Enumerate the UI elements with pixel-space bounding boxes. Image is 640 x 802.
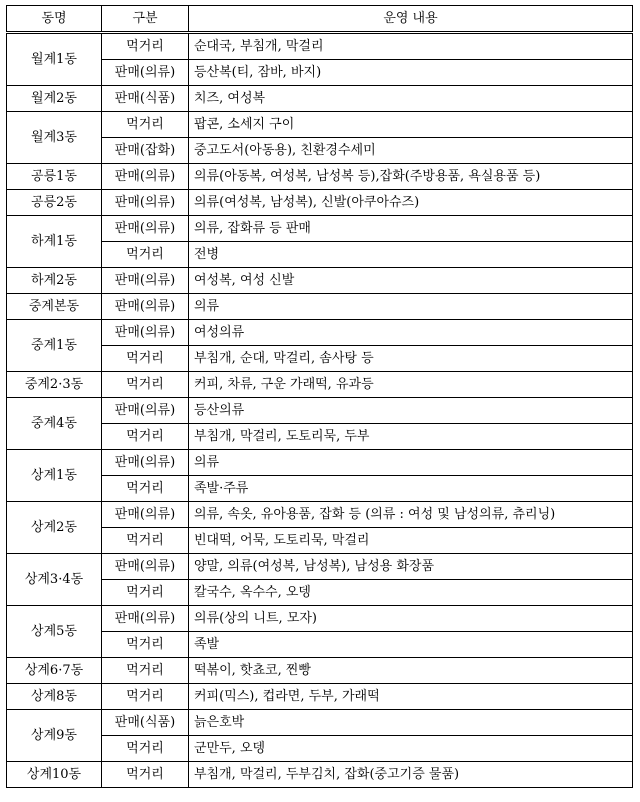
dong-name-cell: 상계8동	[7, 684, 102, 710]
category-cell: 먹거리	[102, 346, 189, 372]
content-cell: 족발·주류	[189, 476, 633, 502]
category-cell: 먹거리	[102, 736, 189, 762]
category-cell: 판매(의류)	[102, 216, 189, 242]
dong-name-cell: 공릉2동	[7, 190, 102, 216]
table-row	[7, 658, 633, 684]
header-category: 구분	[102, 6, 189, 33]
table-row	[7, 112, 633, 138]
table-body	[7, 33, 633, 788]
category-cell: 판매(의류)	[102, 164, 189, 190]
content-cell: 군만두, 오뎅	[189, 736, 633, 762]
dong-name-cell: 월계3동	[7, 112, 102, 164]
dong-name-cell: 월계2동	[7, 86, 102, 112]
category-cell: 판매(잡화)	[102, 138, 189, 164]
category-cell: 판매(의류)	[102, 554, 189, 580]
category-cell: 먹거리	[102, 658, 189, 684]
content-cell: 의류, 속옷, 유아용품, 잡화 등 (의류 : 여성 및 남성의류, 츄리닝)	[189, 502, 633, 528]
category-cell: 판매(의류)	[102, 320, 189, 346]
category-cell: 먹거리	[102, 372, 189, 398]
content-cell: 의류	[189, 294, 633, 320]
table-row	[7, 294, 633, 320]
table-row	[7, 398, 633, 424]
table-row	[7, 606, 633, 632]
content-cell: 빈대떡, 어묵, 도토리묵, 막걸리	[189, 528, 633, 554]
category-cell: 먹거리	[102, 424, 189, 450]
table-row	[7, 164, 633, 190]
category-cell: 판매(의류)	[102, 606, 189, 632]
content-cell: 등산복(티, 잠바, 바지)	[189, 60, 633, 86]
table-row	[7, 762, 633, 788]
dong-name-cell: 상계9동	[7, 710, 102, 762]
category-cell: 판매(의류)	[102, 398, 189, 424]
table-row	[7, 450, 633, 476]
dong-name-cell: 상계1동	[7, 450, 102, 502]
category-cell: 판매(의류)	[102, 268, 189, 294]
header-content: 운영 내용	[189, 6, 633, 33]
category-cell: 먹거리	[102, 476, 189, 502]
category-cell: 판매(식품)	[102, 86, 189, 112]
content-cell: 팝콘, 소세지 구이	[189, 112, 633, 138]
table-row	[7, 554, 633, 580]
dong-name-cell: 중계본동	[7, 294, 102, 320]
dong-name-cell: 월계1동	[7, 33, 102, 86]
category-cell: 먹거리	[102, 242, 189, 268]
content-cell: 의류(여성복, 남성복), 신발(아쿠아슈즈)	[189, 190, 633, 216]
category-cell: 먹거리	[102, 528, 189, 554]
content-cell: 등산의류	[189, 398, 633, 424]
content-cell: 커피(믹스), 컵라면, 두부, 가래떡	[189, 684, 633, 710]
category-cell: 판매(식품)	[102, 710, 189, 736]
dong-name-cell: 상계5동	[7, 606, 102, 658]
table-row	[7, 320, 633, 346]
table-row	[7, 710, 633, 736]
content-cell: 떡볶이, 핫쵸코, 찐빵	[189, 658, 633, 684]
dong-name-cell: 상계3·4동	[7, 554, 102, 606]
table-row	[7, 372, 633, 398]
dong-name-cell: 하계1동	[7, 216, 102, 268]
table-row	[7, 502, 633, 528]
category-cell: 먹거리	[102, 762, 189, 788]
category-cell: 판매(의류)	[102, 502, 189, 528]
table-row	[7, 86, 633, 112]
dong-name-cell: 하계2동	[7, 268, 102, 294]
table-row	[7, 216, 633, 242]
header-row	[7, 6, 633, 33]
content-cell: 칼국수, 옥수수, 오뎅	[189, 580, 633, 606]
table-row	[7, 190, 633, 216]
content-cell: 중고도서(아동용), 친환경수세미	[189, 138, 633, 164]
content-cell: 의류, 잡화류 등 판매	[189, 216, 633, 242]
content-cell: 족발	[189, 632, 633, 658]
content-cell: 순대국, 부침개, 막걸리	[189, 33, 633, 60]
table-row	[7, 684, 633, 710]
category-cell: 판매(의류)	[102, 294, 189, 320]
dong-name-cell: 중계2·3동	[7, 372, 102, 398]
content-cell: 전병	[189, 242, 633, 268]
category-cell: 판매(의류)	[102, 190, 189, 216]
content-cell: 양말, 의류(여성복, 남성복), 남성용 화장품	[189, 554, 633, 580]
content-cell: 부침개, 막걸리, 두부김치, 잡화(중고기증 물품)	[189, 762, 633, 788]
table-row	[7, 268, 633, 294]
category-cell: 판매(의류)	[102, 450, 189, 476]
content-cell: 의류(아동복, 여성복, 남성복 등),잡화(주방용품, 욕실용품 등)	[189, 164, 633, 190]
content-cell: 의류(상의 니트, 모자)	[189, 606, 633, 632]
category-cell: 먹거리	[102, 580, 189, 606]
dong-name-cell: 중계1동	[7, 320, 102, 372]
content-cell: 치즈, 여성복	[189, 86, 633, 112]
category-cell: 먹거리	[102, 33, 189, 60]
content-cell: 늙은호박	[189, 710, 633, 736]
market-schedule-table	[6, 5, 633, 788]
dong-name-cell: 상계2동	[7, 502, 102, 554]
category-cell: 판매(의류)	[102, 60, 189, 86]
content-cell: 의류	[189, 450, 633, 476]
dong-name-cell: 상계10동	[7, 762, 102, 788]
content-cell: 커피, 차류, 구운 가래떡, 유과등	[189, 372, 633, 398]
category-cell: 먹거리	[102, 112, 189, 138]
content-cell: 여성의류	[189, 320, 633, 346]
content-cell: 여성복, 여성 신발	[189, 268, 633, 294]
table-row	[7, 33, 633, 60]
dong-name-cell: 공릉1동	[7, 164, 102, 190]
dong-name-cell: 상계6·7동	[7, 658, 102, 684]
content-cell: 부침개, 순대, 막걸리, 솜사탕 등	[189, 346, 633, 372]
header-dong: 동명	[7, 6, 102, 33]
dong-name-cell: 중계4동	[7, 398, 102, 450]
content-cell: 부침개, 막걸리, 도토리묵, 두부	[189, 424, 633, 450]
category-cell: 먹거리	[102, 632, 189, 658]
category-cell: 먹거리	[102, 684, 189, 710]
